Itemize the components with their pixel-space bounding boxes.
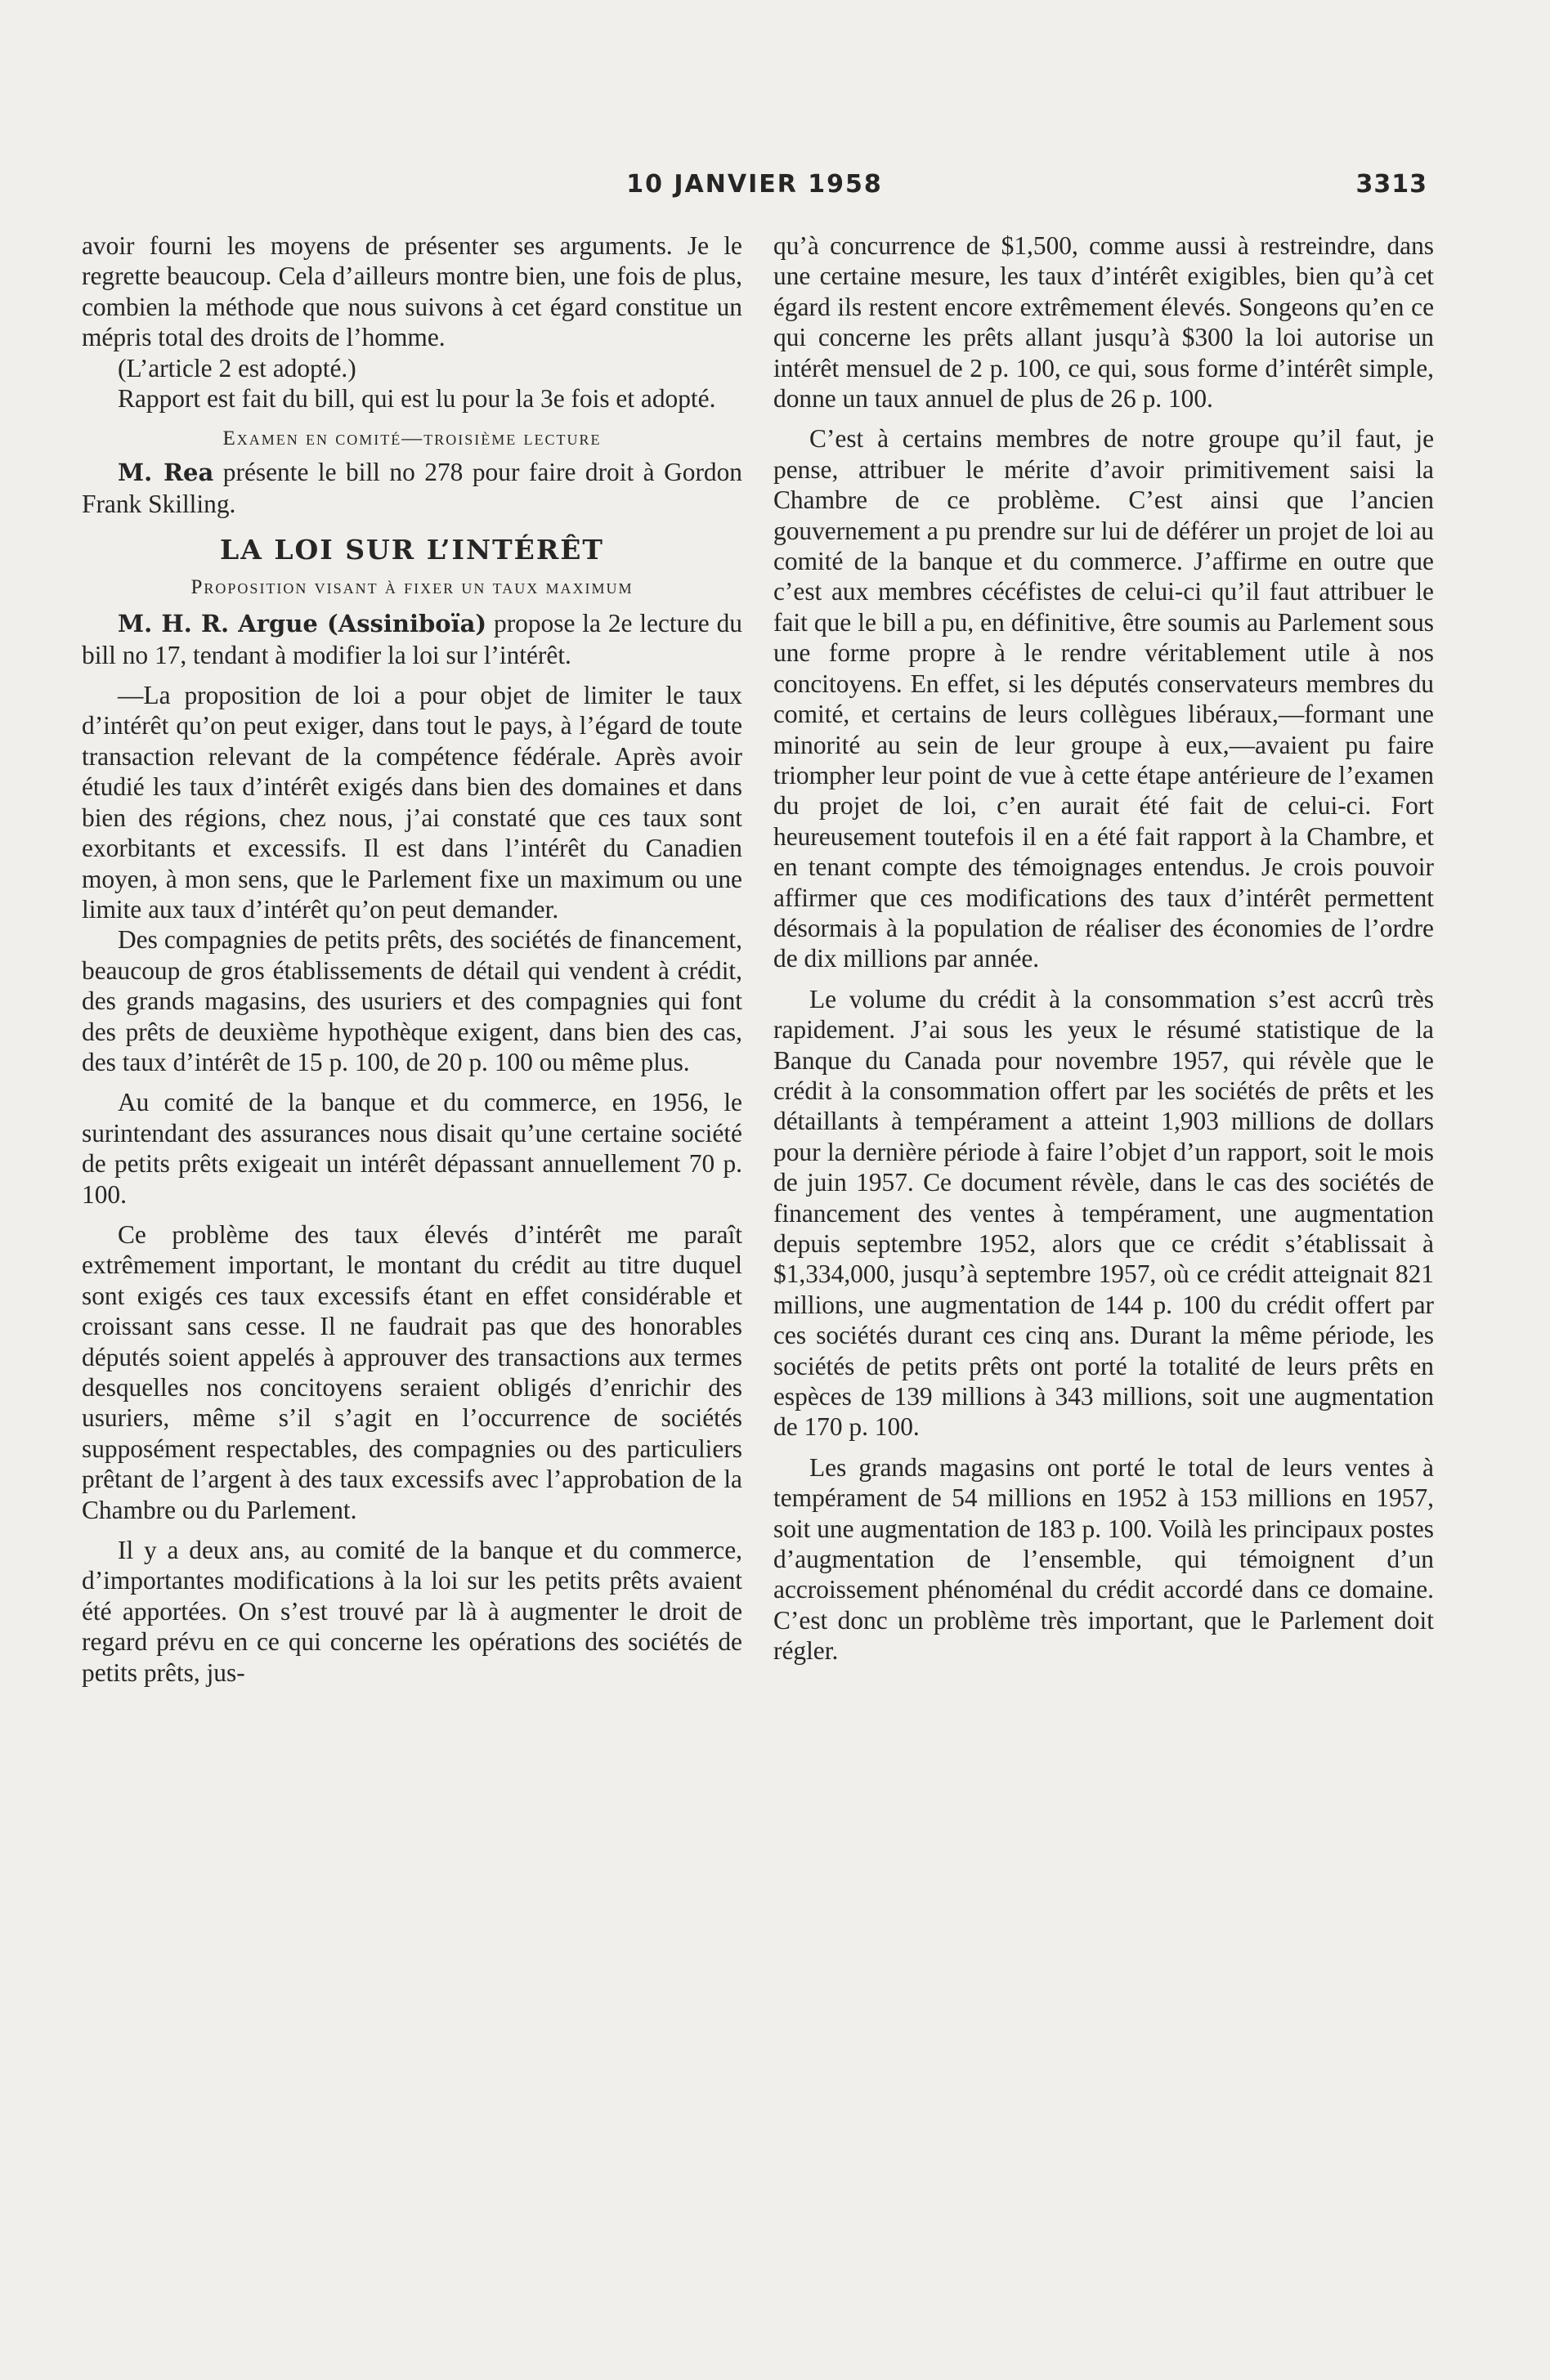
section-subheading: Proposition visant à fixer un taux maximum: [190, 576, 634, 599]
paragraph: Des compagnies de petits prêts, des sociétés de financement, beaucoup de gros établissements de détail qui vendent à crédit, des grands magasins, des usuriers et des compagnies qui font des prêts de deuxième hypothèque exigent, dans bien des cas, des taux d’intérêt de 15 p. 100, de 20 p. 100 ou même plus.: [82, 925, 742, 1076]
section-title: Examen en comité—troisième lecture: [222, 427, 602, 450]
paragraph: Au comité de la banque et du commerce, en 1956, le surintendant des assurances nous disait qu’une certaine société de petits prêts exigeait un intérêt dépassant annuellement 70 p. 100.: [82, 1088, 742, 1209]
speaker-name: M. Rea: [118, 459, 214, 487]
page-header: [82, 170, 1427, 212]
speaker-name: M. H. R. Argue (Assiniboïa): [118, 610, 487, 638]
paragraph-text: présente le bill no 278 pour faire droit à Gordon Frank Skilling.: [82, 458, 743, 518]
left-column: [82, 230, 742, 1688]
paragraph: qu’à concurrence de $1,500, comme aussi à restreindre, dans une certaine mesure, les taux d’intérêt exigibles, bien qu’à cet égard ils restent encore extrêmement élevés. Songeons qu’en ce qui concerne les prêts allant jusqu’à $300 la loi autorise un intérêt mensuel de 2 p. 100, ce qui, sous forme d’intérêt simple, donne un taux annuel de plus de 26 p. 100.: [773, 231, 1434, 414]
paragraph: —La proposition de loi a pour objet de limiter le taux d’intérêt qu’on peut exiger, dans tout le pays, à l’égard de toute transaction relevant de la compétence fédérale. Après avoir étudié les taux d’intérêt exigés dans bien des domaines et dans bien des régions, chez nous, j’ai constaté que ces taux sont exorbitants et excessifs. Il est dans l’intérêt du Canadien moyen, à mon sens, que le Parlement fixe un maximum ou une limite aux taux d’intérêt qu’on peut demander.: [82, 681, 742, 924]
paragraph: C’est à certains membres de notre groupe qu’il faut, je pense, attribuer le mérite d’avoir primitivement saisi la Chambre de ce problème. C’est ainsi que l’ancien gouvernement a pu prendre sur lui de déférer un projet de loi au comité de la banque et du commerce. J’affirme en outre que c’est aux membres cécéfistes de celui-ci qu’il faut attribuer le fait que le bill a pu, en définitive, être soumis au Parlement sous une forme propre à le rendre véritablement utile à nos concitoyens. En effet, si les députés conservateurs membres du comité, et certains de leurs collègues libéraux,—formant une minorité au sein de leur groupe à eux,—avaient pu faire triompher leur point de vue à cette étape antérieure de l’examen du projet de loi, c’en aurait été fait de celui-ci. Fort heureusement toutefois il en a été fait rapport à la Chambre, et en tenant compte des témoignages entendus. Je crois pouvoir affirmer que ces modifications des taux d’intérêt permettent désormais à la population de réaliser des économies de l’ordre de dix millions par année.: [773, 424, 1434, 973]
right-column: [773, 230, 1434, 1666]
paragraph: avoir fourni les moyens de présenter ses arguments. Je le regrette beaucoup. Cela d’ailleurs montre bien, une fois de plus, combien la méthode que nous suivons à cet égard constitue un mépris total des droits de l’homme.: [82, 231, 742, 352]
paragraph: [82, 457, 742, 519]
paragraph-text: propose la 2e lecture du bill no 17, tendant à modifier la loi sur l’intérêt.: [82, 609, 742, 669]
paragraph: (L’article 2 est adopté.): [118, 353, 356, 382]
page-number: 3313: [1355, 170, 1427, 199]
paragraph: Ce problème des taux élevés d’intérêt me paraît extrêmement important, le montant du crédit au titre duquel sont exigés ces taux excessifs étant en effet considérable et croissant sans cesse. Il ne faudrait pas que des honorables députés soient appelés à approuver des transactions aux termes desquelles nos concitoyens seraient obligés d’enrichir des usuriers, même s’il s’agit en l’occurrence de sociétés supposément respectables, des compagnies ou des particuliers prêtant de l’argent à des taux excessifs avec l’approbation de la Chambre ou du Parlement.: [82, 1219, 742, 1524]
paragraph: [82, 608, 742, 670]
section-heading: LA LOI SUR L’INTÉRÊT: [220, 534, 604, 566]
page-date: 10 JANVIER 1958: [626, 170, 883, 199]
paragraph: Il y a deux ans, au comité de la banque et du commerce, d’importantes modifications à la loi sur les petits prêts avaient été apportées. On s’est trouvé par là à augmenter le droit de regard prévu en ce qui concerne les opérations des sociétés de petits prêts, jus-: [82, 1536, 742, 1687]
paragraph: Rapport est fait du bill, qui est lu pour la 3e fois et adopté.: [118, 384, 716, 414]
paragraph: Les grands magasins ont porté le total de leurs ventes à tempérament de 54 millions en 1952 à 153 millions en 1957, soit une augmentation de 183 p. 100. Voilà les principaux postes d’augmentation de l’ensemble, qui témoignent d’un accroissement phénoménal du crédit accordé dans ce domaine. C’est donc un problème très important, que le Parlement doit régler.: [773, 1452, 1434, 1666]
paragraph: Le volume du crédit à la consommation s’est accrû très rapidement. J’ai sous les yeux le résumé statistique de la Banque du Canada pour novembre 1957, qui révèle que le crédit à la consommation offert par les sociétés de prêts et les détaillants à tempérament a atteint 1,903 millions de dollars pour la dernière période à faire l’objet d’un rapport, soit le mois de juin 1957. Ce document révèle, dans le cas des sociétés de financement des ventes à tempérament, une augmentation depuis septembre 1952, alors que ce crédit s’établissait à $1,334,000, jusqu’à septembre 1957, où ce crédit atteignait 821 millions, une augmentation de 144 p. 100 du crédit offert par ces sociétés durant ces cinq ans. Durant la même période, les sociétés de petits prêts ont porté la totalité de leurs prêts en espèces de 139 millions à 343 millions, soit une augmentation de 170 p. 100.: [773, 984, 1434, 1442]
